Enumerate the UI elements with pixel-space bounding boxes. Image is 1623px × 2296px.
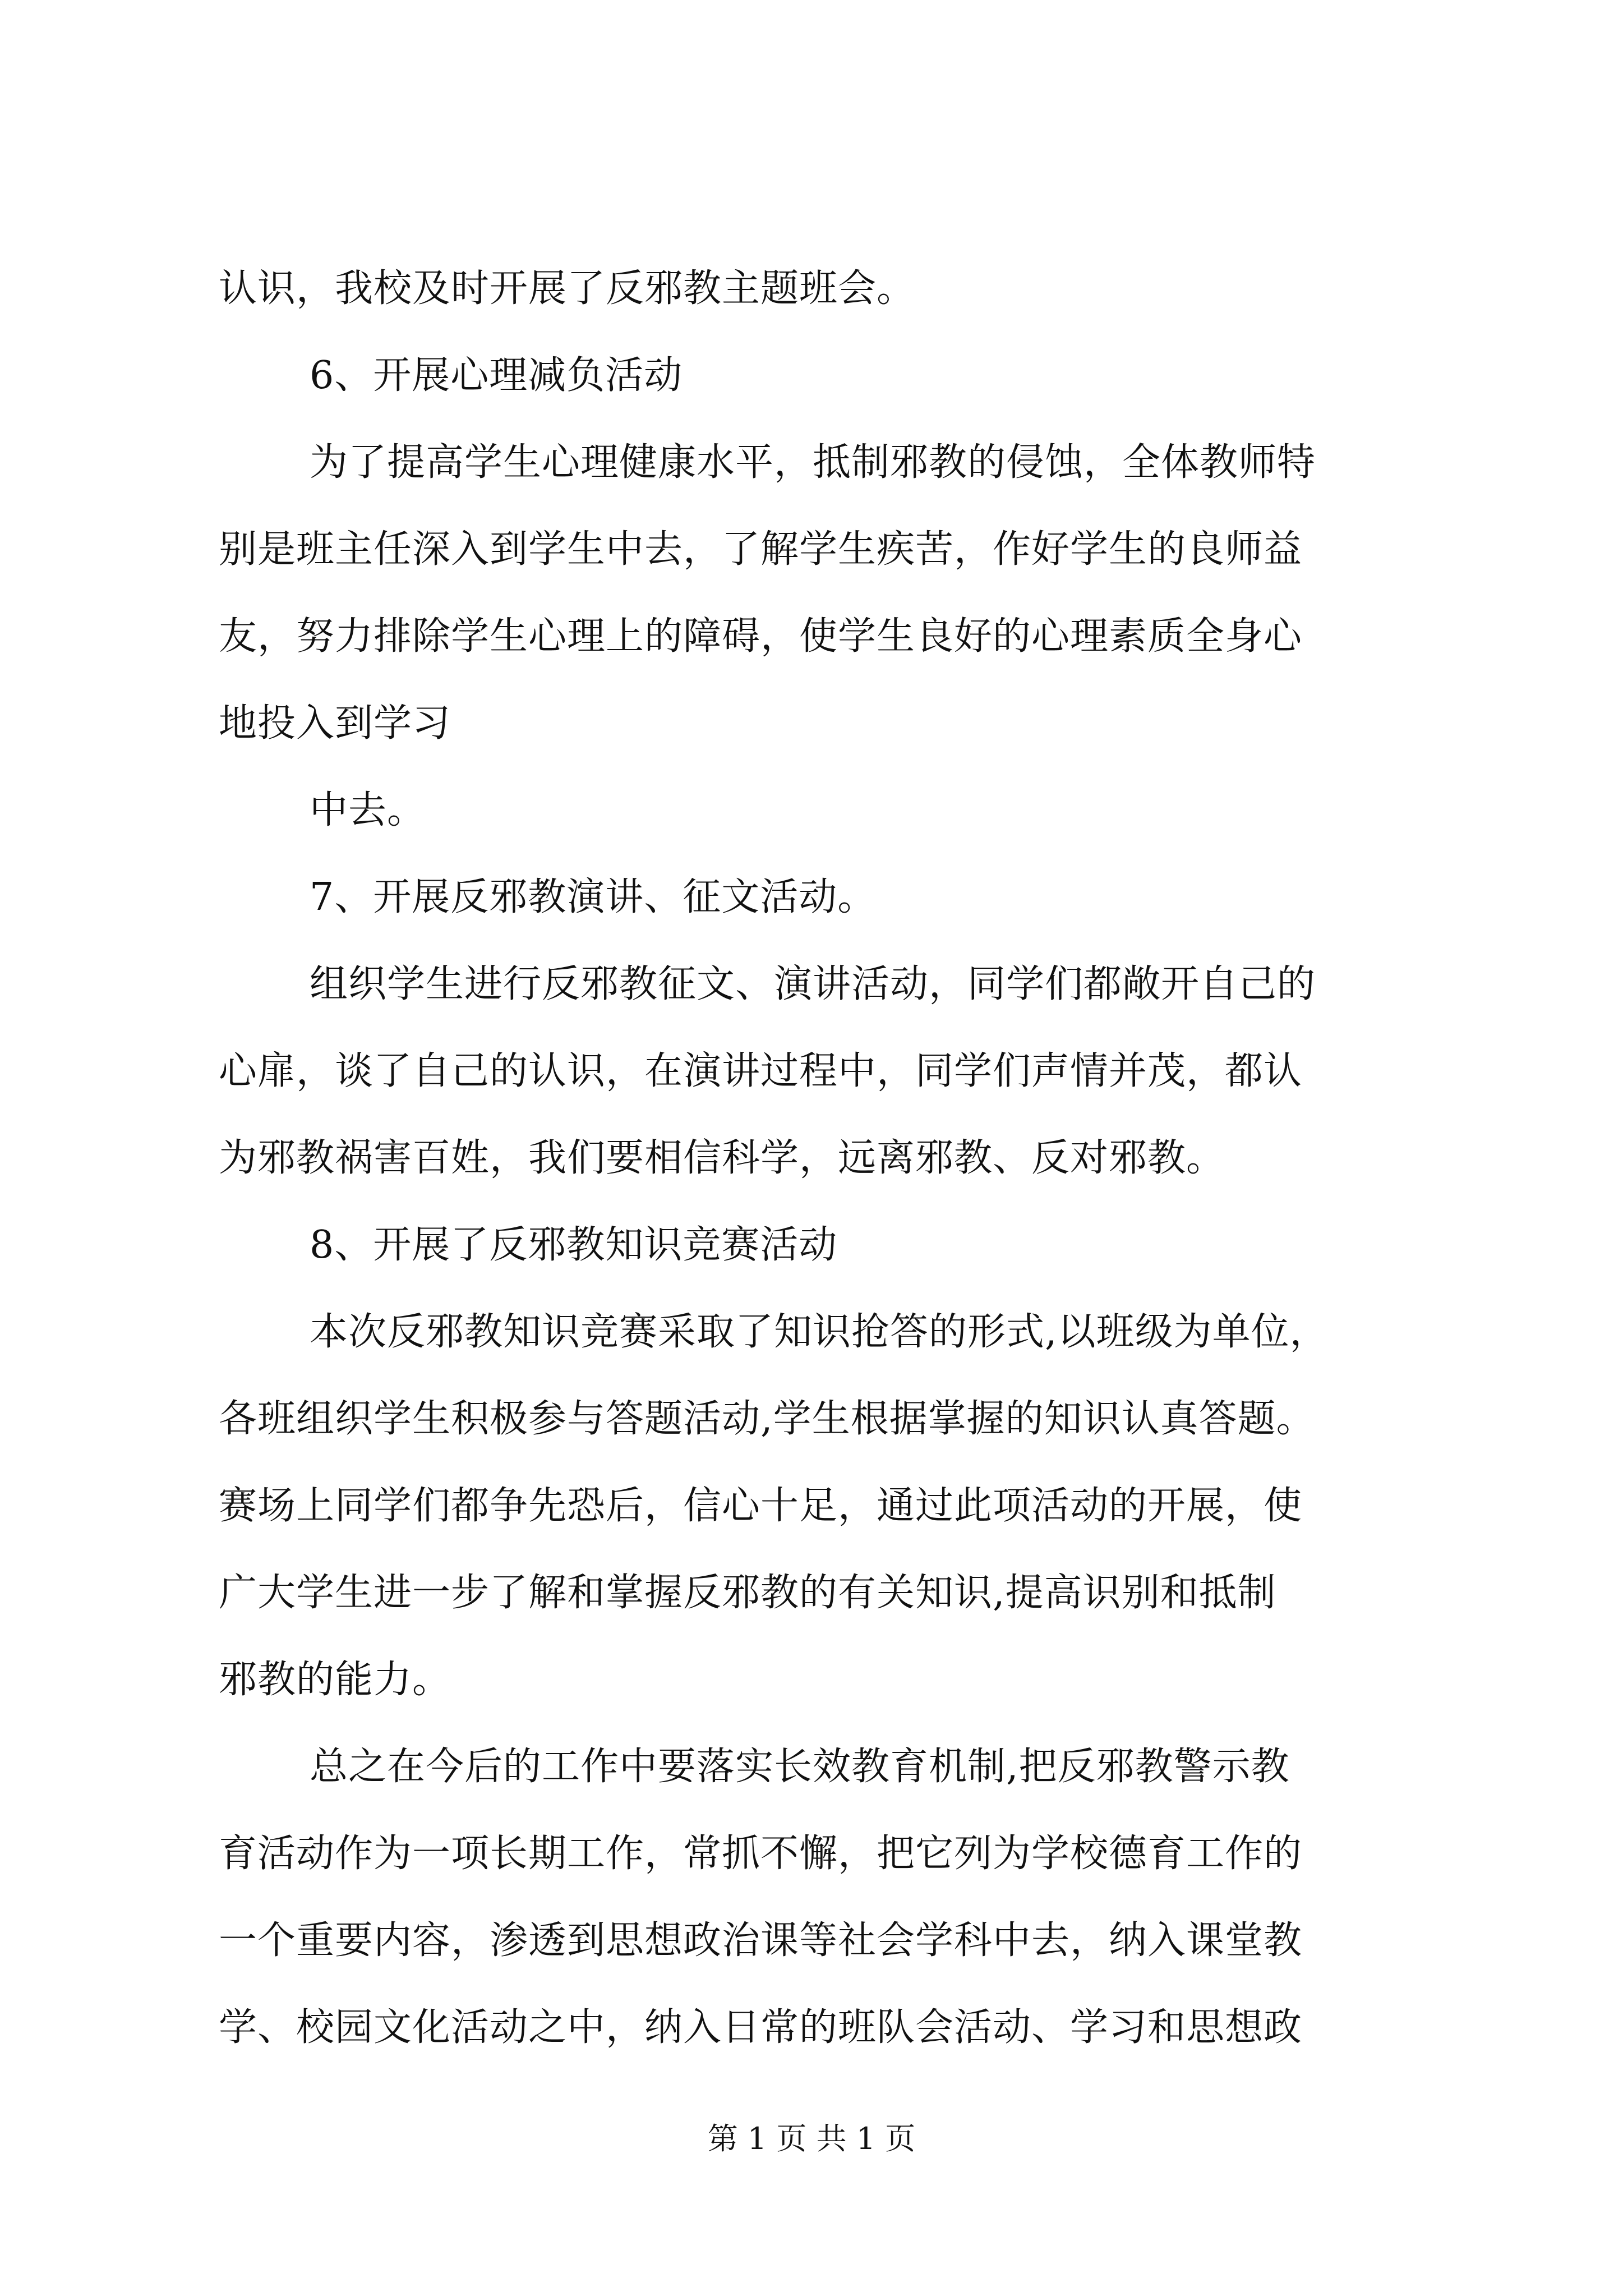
text-line: 总之在今后的工作中要落实长效教育机制,把反邪教警示教 <box>310 1745 1290 1789</box>
text-line: 为邪教祸害百姓，我们要相信科学，远离邪教、反对邪教。 <box>219 1136 1225 1180</box>
text-line: 地投入到学习 <box>219 701 451 746</box>
text-line: 育活动作为一项长期工作，常抓不懈，把它列为学校德育工作的 <box>219 1832 1303 1876</box>
section-heading: 7、开展反邪教演讲、征文活动。 <box>310 875 877 919</box>
section-heading: 6、开展心理减负活动 <box>310 353 683 398</box>
text-line: 组织学生进行反邪教征文、演讲活动，同学们都敞开自己的 <box>310 962 1316 1006</box>
text-line: 为了提高学生心理健康水平，抵制邪教的侵蚀，全体教师特 <box>310 440 1316 485</box>
section-heading: 8、开展了反邪教知识竞赛活动 <box>310 1223 838 1267</box>
text-line: 别是班主任深入到学生中去，了解学生疾苦，作好学生的良师益 <box>219 527 1303 572</box>
text-line: 友，努力排除学生心理上的障碍，使学生良好的心理素质全身心 <box>219 614 1303 659</box>
page-footer: 第 1 页 共 1 页 <box>707 2121 916 2156</box>
text-line: 学、校园文化活动之中，纳入日常的班队会活动、学习和思想政 <box>219 2005 1303 2050</box>
text-line: 赛场上同学们都争先恐后，信心十足，通过此项活动的开展，使 <box>219 1484 1303 1528</box>
text-line: 本次反邪教知识竞赛采取了知识抢答的形式,以班级为单位， <box>310 1310 1329 1354</box>
text-line: 一个重要内容，渗透到思想政治课等社会学科中去，纳入课堂教 <box>219 1918 1303 1963</box>
text-line: 心扉，谈了自己的认识，在演讲过程中，同学们声情并茂，都认 <box>219 1049 1303 1093</box>
text-line: 广大学生进一步了解和掌握反邪教的有关知识,提高识别和抵制 <box>219 1571 1276 1615</box>
text-line: 邪教的能力。 <box>219 1658 451 1702</box>
text-line: 各班组织学生积极参与答题活动,学生根据掌握的知识认真答题。 <box>219 1397 1315 1441</box>
text-line: 认识，我校及时开展了反邪教主题班会。 <box>219 266 916 311</box>
text-line: 中去。 <box>310 788 426 832</box>
